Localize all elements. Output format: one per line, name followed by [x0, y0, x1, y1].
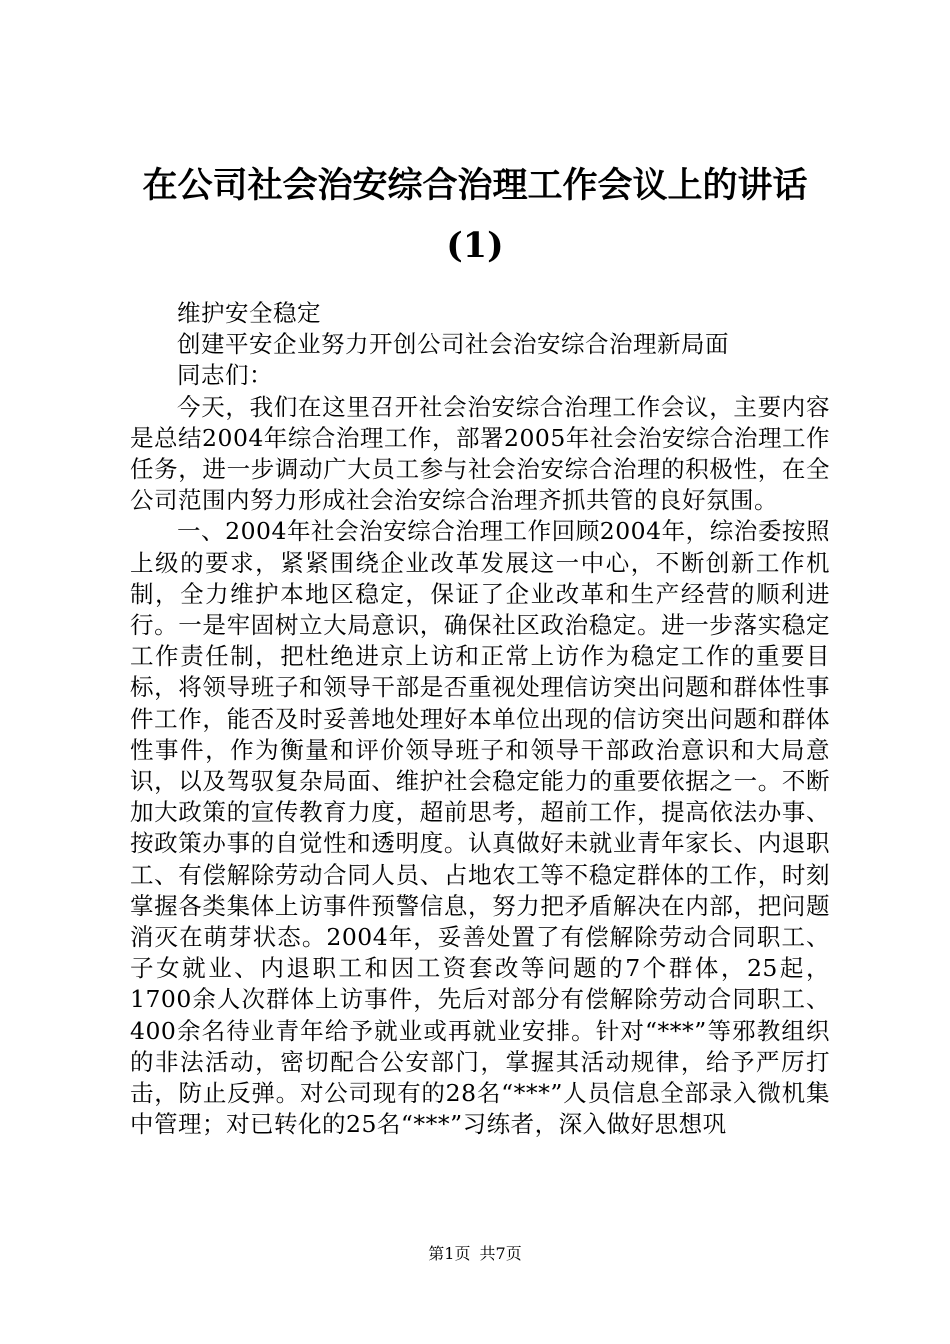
paragraph-salutation: 同志们：: [177, 361, 273, 390]
paragraph-subtitle-1: 维护安全稳定: [177, 299, 321, 327]
paragraph-subtitle-2: 创建平安企业努力开创公司社会治安综合治理新局面: [177, 330, 729, 359]
document-body: [130, 298, 830, 1140]
page-number: 第1页: [428, 1244, 471, 1263]
document-title-line-2: (1): [446, 225, 504, 266]
document-title-line-1: 在公司社会治安综合治理工作会议上的讲话: [142, 165, 808, 206]
page-total: 共7页: [479, 1244, 522, 1263]
page-footer: [0, 1244, 950, 1264]
paragraph-review: 一、2004年社会治安综合治理工作回顾2004年，综治委按照上级的要求，紧紧围绕企业改革发展这一中心，不断创新工作机制，全力维护本地区稳定，保证了企业改革和生产经营的顺利进行。一是牢固树立大局意识，确保社区政治稳定。进一步落实稳定工作责任制，把杜绝进京上访和正常上访作为稳定工作的重要目标，将领导班子和领导干部是否重视处理信访突出问题和群体性事件工作，能否及时妥善地处理好本单位出现的信访突出问题和群体性事件，作为衡量和评价领导班子和领导干部政治意识和大局意识，以及驾驭复杂局面、维护社会稳定能力的重要依据之一。不断加大政策的宣传教育力度，超前思考，超前工作，提高依法办事、按政策办事的自觉性和透明度。认真做好未就业青年家长、内退职工、有偿解除劳动合同人员、占地农工等不稳定群体的工作，时刻掌握各类集体上访事件预警信息，努力把矛盾解决在内部，把问题消灭在萌芽状态。2004年，妥善处置了有偿解除劳动合同职工、子女就业、内退职工和因工资套改等问题的7个群体，25起，1700余人次群体上访事件，先后对部分有偿解除劳动合同职工、400余名待业青年给予就业或再就业安排。针对“***”等邪教组织的非法活动，密切配合公安部门，掌握其活动规律，给予严厉打击，防止反弹。对公司现有的28名“***”人员信息全部录入微机集中管理；对已转化的25名“***”习练者，深入做好思想巩: [130, 517, 830, 1139]
paragraph-intro: 今天，我们在这里召开社会治安综合治理工作会议，主要内容是总结2004年综合治理工作，部署2005年社会治安综合治理工作任务，进一步调动广大员工参与社会治安综合治理的积极性，在全公司范围内努力形成社会治安综合治理齐抓共管的良好氛围。: [130, 392, 830, 515]
